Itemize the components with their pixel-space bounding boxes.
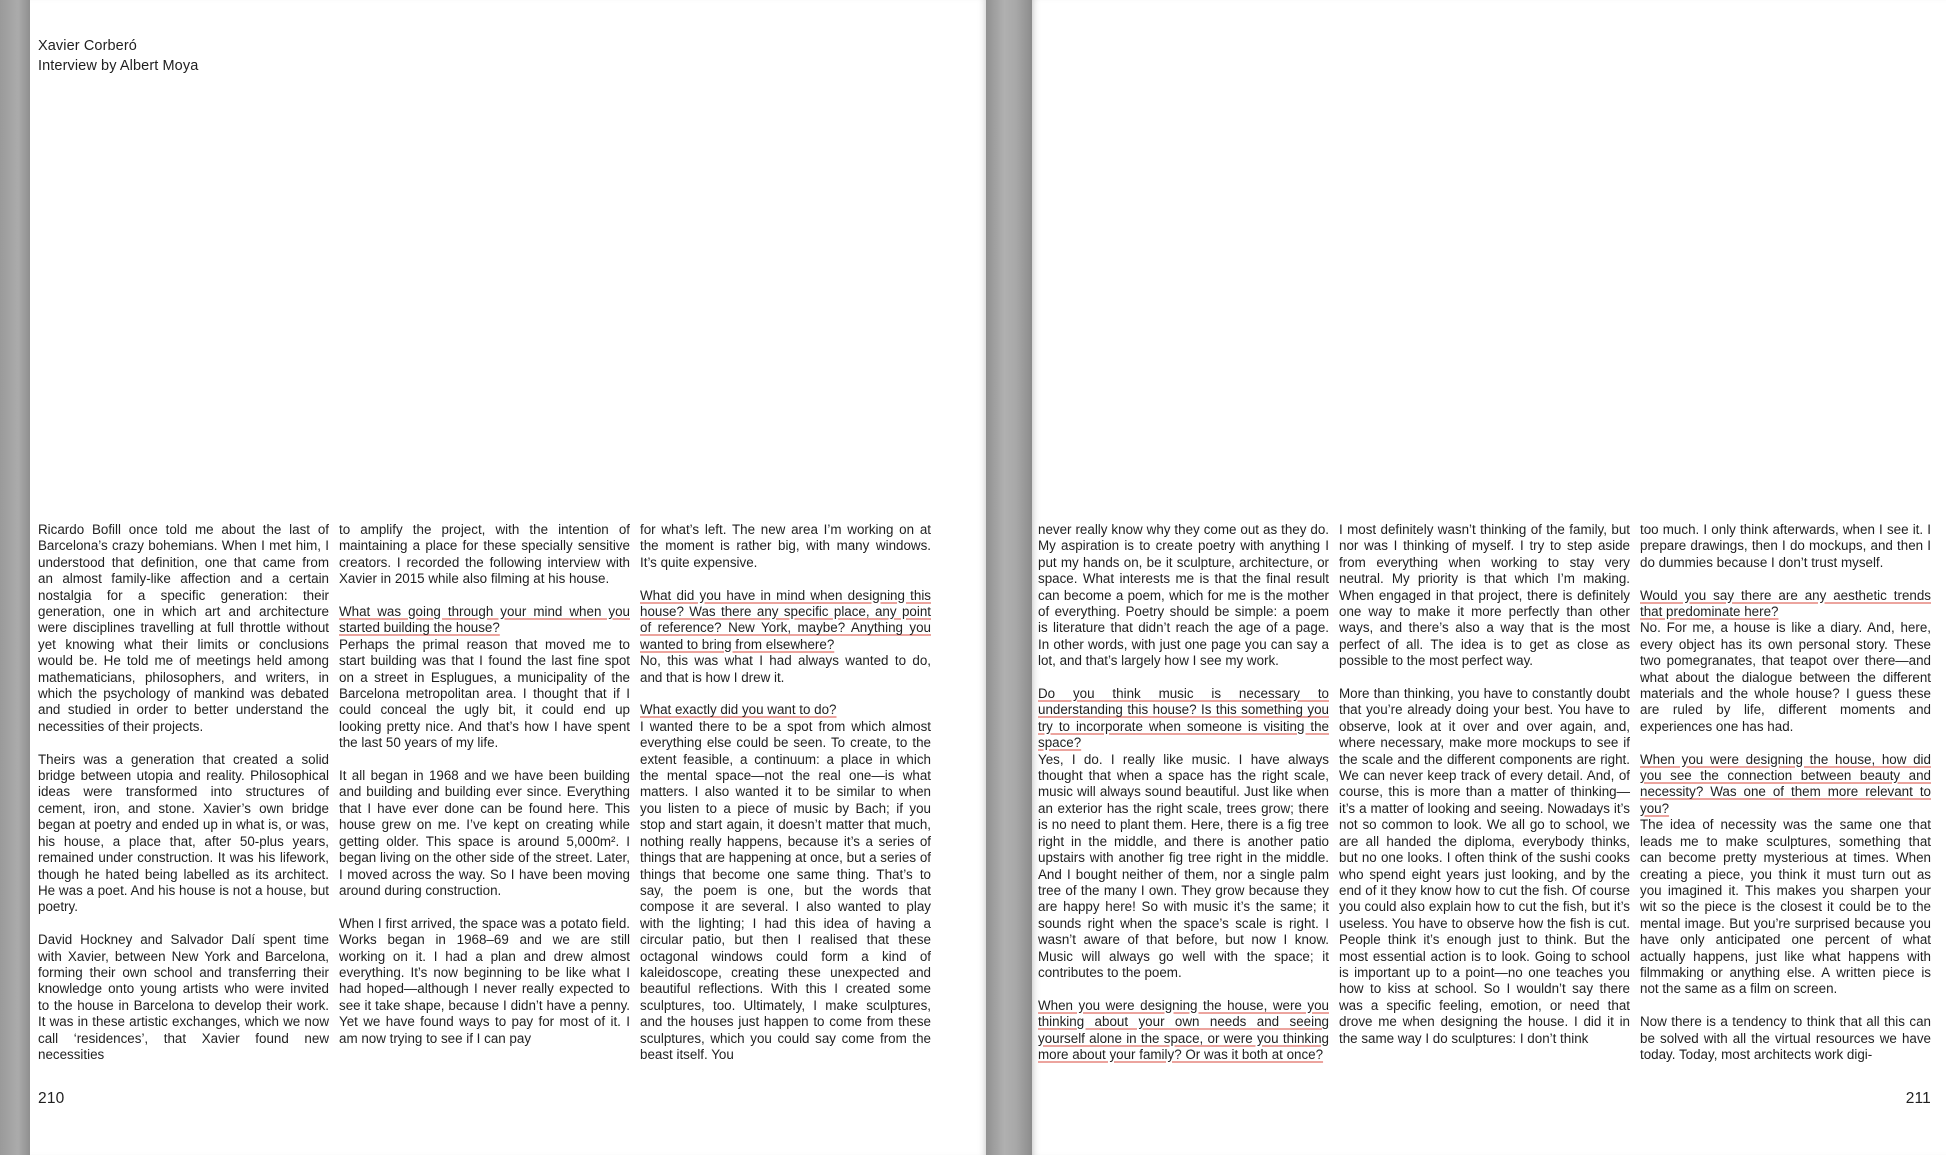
interview-paragraph: never really know why they come out as they do. My aspiration is to create poetry with anything I put my hands on, be it sculpture, architecture, or space. What interests me is that the final result can become a poem, which for me is the mother of everything. Poetry should be simple: a poem is literature that didn’t reach the age of a page. In other words, with just one page you can say a lot, and that’s largely how I see my work. [1038, 522, 1329, 669]
article-title: Xavier Corberó [38, 38, 137, 54]
interview-question: What did you have in mind when designing this house? Was there any specific place, any point of reference? New York, maybe? Anything you wanted to bring from elsewhere? [640, 587, 931, 652]
interview-paragraph: It all began in 1968 and we have been building and building and building ever since. Everything that I have ever done can be found here. This house grew on me. I’ve kept on creating while getting older. This space is around 5,000m². I began living on the other side of the street. Later, I moved across the way. So I have been moving around during construction. [339, 768, 630, 898]
interview-question: Do you think music is necessary to understanding this house? Is this something you try to incorporate when someone is visiting the space? [1038, 686, 1329, 751]
interview-paragraph: Now there is a tendency to think that all this can be solved with all the virtual resources we have today. Today, most architects work digi- [1640, 1014, 1931, 1062]
page-number-left: 210 [38, 1090, 65, 1107]
interview-question: Would you say there are any aesthetic trends that predominate here? [1640, 587, 1931, 620]
interview-paragraph: Perhaps the primal reason that moved me to start building was that I found the last fine spot on a street in Esplugues, a municipality of the Barcelona metropolitan area. I thought that if I could conceal the ugly bit, it could end up looking pretty nice. And that’s how I have spent the last 50 years of my life. [339, 636, 630, 751]
interview-paragraph: for what’s left. The new area I’m working on at the moment is rather big, with many windows. It’s quite expensive. [640, 522, 931, 570]
interview-question: What exactly did you want to do? [640, 702, 837, 718]
text-column [339, 522, 630, 1063]
interview-paragraph: I wanted there to be a spot from which almost everything else could be seen. To create, to the extent feasible, a continuum: a place in which the mental space—not the real one—is what matters. I also wanted it to be similar to when you listen to a piece of music by Bach; if you stop and start again, it doesn’t matter that much, nothing really happens, because it’s a series of things that are happening at once, but a series of things that become one same thing. That’s to say, the poem is one, but the words that compose it are several. I also wanted to play with the lighting; I had this idea of having a circular patio, but then I realised that these octagonal windows could form a kind of kaleidoscope, creating these unexpected and beautiful reflections. With this I created some sculptures, too. Ultimately, I make sculptures, and the houses just happen to come from these sculptures, which you could say come from the beast itself. You [640, 718, 931, 1062]
interview-paragraph: Yes, I do. I really like music. I have always thought that when a space has the right scale, music will always sound beautiful. Just like when an exterior has the right scale, trees grow; there is no need to plant them. Here, there is a fig tree right in the middle, and there is another patio upstairs with another fig tree right in the middle. And I bought neither of them, nor a single palm tree of the many I own. They grow because they are happy here! So with music it’s the same; it sounds right when the space’s scale is right. I wasn’t aware of that before, but now I know. Music will always go well with the space; it contributes to the poem. [1038, 751, 1329, 980]
text-column [1640, 522, 1931, 1080]
text-column [1339, 522, 1630, 1063]
text-column [1038, 522, 1329, 1063]
interview-question: What was going through your mind when you started building the house? [339, 604, 630, 636]
interview-paragraph: When I first arrived, the space was a potato field. Works began in 1968–69 and we are still working on it. I had a plan and drew almost everything. It’s now beginning to be like what I had hoped—although I never really expected to see it take shape, because I didn’t have a penny. Yet we have found ways to pay for most of it. I am now trying to see if I can pay [339, 915, 630, 1046]
interview-question: When you were designing the house, how did you see the connection between beauty and necessity? Was one of them more relevant to you? [1640, 751, 1931, 816]
page-number-right: 211 [1905, 1090, 1931, 1107]
interview-paragraph: too much. I only think afterwards, when I see it. I prepare drawings, then I do mockups, and then I do dummies because I don’t trust myself. [1640, 522, 1931, 570]
interview-paragraph: More than thinking, you have to constantly doubt that you’re already doing your best. You have to observe, look at it over and over again, and, where necessary, make more mockups to see if the scale and the different components are right. We can never keep track of every detail. And, of course, this is more than a matter of thinking—it’s a matter of looking and seeing. Nowadays it’s not so common to look. We all go to school, we are all handed the diploma, everybody thinks, but no one looks. I often think of the sushi cooks who spend eight years just looking, and by the end of it they know how to cut the fish. Of course you could also explain how to cut the fish, but it’s useless. You have to observe how the fish is cut. People think it’s enough just to think. But the most essential action is to look. Going to school is important up to a point—no one teaches you how to kiss at school. So I wouldn’t say there was a specific feeling, emotion, or need that drove me when designing the house. I did it in the same way I do sculptures: I don’t think [1339, 686, 1630, 1046]
interview-paragraph: No, this was what I had always wanted to do, and that is how I drew it. [640, 653, 931, 685]
interview-question: When you were designing the house, were you thinking about your own needs and seeing yourself alone in the space, or were you thinking more about your family? Or was it both at once? [1038, 997, 1329, 1062]
interview-paragraph: David Hockney and Salvador Dalí spent time with Xavier, between New York and Barcelona, forming their own school and transferring their knowledge onto young artists who were invited to the house in Barcelona to develop their work. It was in these artistic exchanges, which we now call ‘residences’, that Xavier found new necessities [38, 932, 329, 1062]
article-byline: Interview by Albert Moya [38, 58, 199, 74]
text-column [38, 522, 329, 1080]
interview-paragraph: Theirs was a generation that created a solid bridge between utopia and reality. Philosophical ideas were transformed into structures of cement, iron, and stone. Xavier’s own bridge began at poetry and ended up in what is, or was, his house, a place that, after 50-plus years, remained under construction. It was his lifework, though he hated being labelled as its architect. He was a poet. And his house is not a house, but poetry. [38, 751, 329, 915]
text-column [640, 522, 931, 1080]
article-header [38, 36, 198, 76]
page-gutter [986, 0, 1032, 1155]
interview-paragraph: Ricardo Bofill once told me about the last of Barcelona’s crazy bohemians. When I met him, I understood that definition, one that came from an almost family-like affection and a certain nostalgia for a specific generation: their generation, one in which art and architecture were disciplines travelling at full throttle without yet knowing what their limits or conclusions would be. He told me of meetings held among mathematicians, philosophers, and writers, in which the psychology of mankind was debated and studied in order to better understand the necessities of their projects. [38, 522, 329, 734]
interview-paragraph: No. For me, a house is like a diary. And, here, every object has its own personal story. These two pomegranates, that teapot over there—and what about the dialogue between the different materials and the whole house? I guess these are ruled by life, different moments and experiences one has had. [1640, 620, 1931, 734]
interview-paragraph: I most definitely wasn’t thinking of the family, but nor was I thinking of myself. I try to step aside from everything when working to stay very neutral. My priority is that which I’m making. When engaged in that project, there is definitely one way to make it more perfectly than other ways, and there’s also a way that is the most perfect of all. The idea is to get as close as possible to the most perfect way. [1339, 522, 1630, 669]
interview-paragraph: to amplify the project, with the intention of maintaining a place for these specially sensitive creators. I recorded the following interview with Xavier in 2015 while also filming at his house. [339, 522, 630, 587]
left-margin-strip [0, 0, 30, 1155]
interview-paragraph: The idea of necessity was the same one that leads me to make sculptures, something that can become pretty mysterious at times. When creating a piece, you think it must turn out as you imagined it. This makes you sharpen your wit so the piece is the closest it could be to the mental image. But you’re surprised because you have only anticipated one percent of what actually happens, just like what happens with filmmaking or anything else. A written piece is not the same as a film on screen. [1640, 817, 1931, 997]
